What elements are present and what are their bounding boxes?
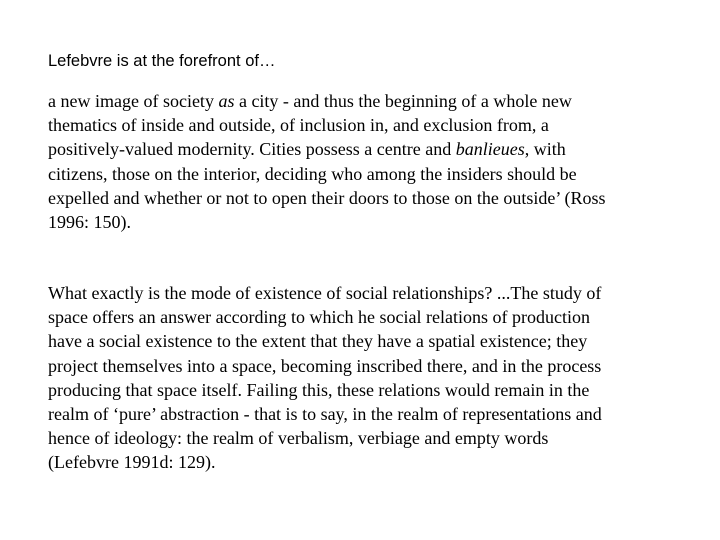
quote-line: expelled and whether or not to open their doors to those on the outside’ (Ross xyxy=(48,187,606,208)
quote-text: positively-valued modernity. Cities possess a centre and xyxy=(48,139,456,160)
quote-line: What exactly is the mode of existence of social relationships? ...The study of xyxy=(48,283,602,303)
quote-line xyxy=(48,137,708,161)
quote-text: , with xyxy=(524,139,566,160)
quote-emphasis: as xyxy=(218,91,235,111)
quote-line: hence of ideology: the realm of verbalism, verbiage and empty words xyxy=(48,428,549,449)
quote-text: a city - and thus the beginning of a whole new xyxy=(234,91,572,111)
ross-quote xyxy=(48,89,708,234)
quote-line: realm of ‘pure’ abstraction - that is to say, in the realm of representations and xyxy=(48,404,602,425)
quote-line xyxy=(48,89,708,113)
lefebvre-quote xyxy=(48,281,708,475)
quote-text: a new image of society xyxy=(48,91,219,111)
quote-line: thematics of inside and outside, of inclusion in, and exclusion from, a xyxy=(48,115,549,136)
quote-line: project themselves into a space, becoming inscribed there, and in the process xyxy=(48,355,602,376)
quote-emphasis: banlieues xyxy=(455,139,525,160)
quote-line: have a social existence to the extent that they have a spatial existence; they xyxy=(48,331,588,352)
quote-line: 1996: 150). xyxy=(48,212,131,233)
quote-line: citizens, those on the interior, deciding who among the insiders should be xyxy=(48,163,577,184)
quote-line: producing that space itself. Failing this, these relations would remain in the xyxy=(48,379,590,400)
slide-heading: Lefebvre is at the forefront of… xyxy=(48,52,276,70)
quote-line: space offers an answer according to which he social relations of production xyxy=(48,307,590,328)
quote-line: (Lefebvre 1991d: 129). xyxy=(48,452,216,473)
